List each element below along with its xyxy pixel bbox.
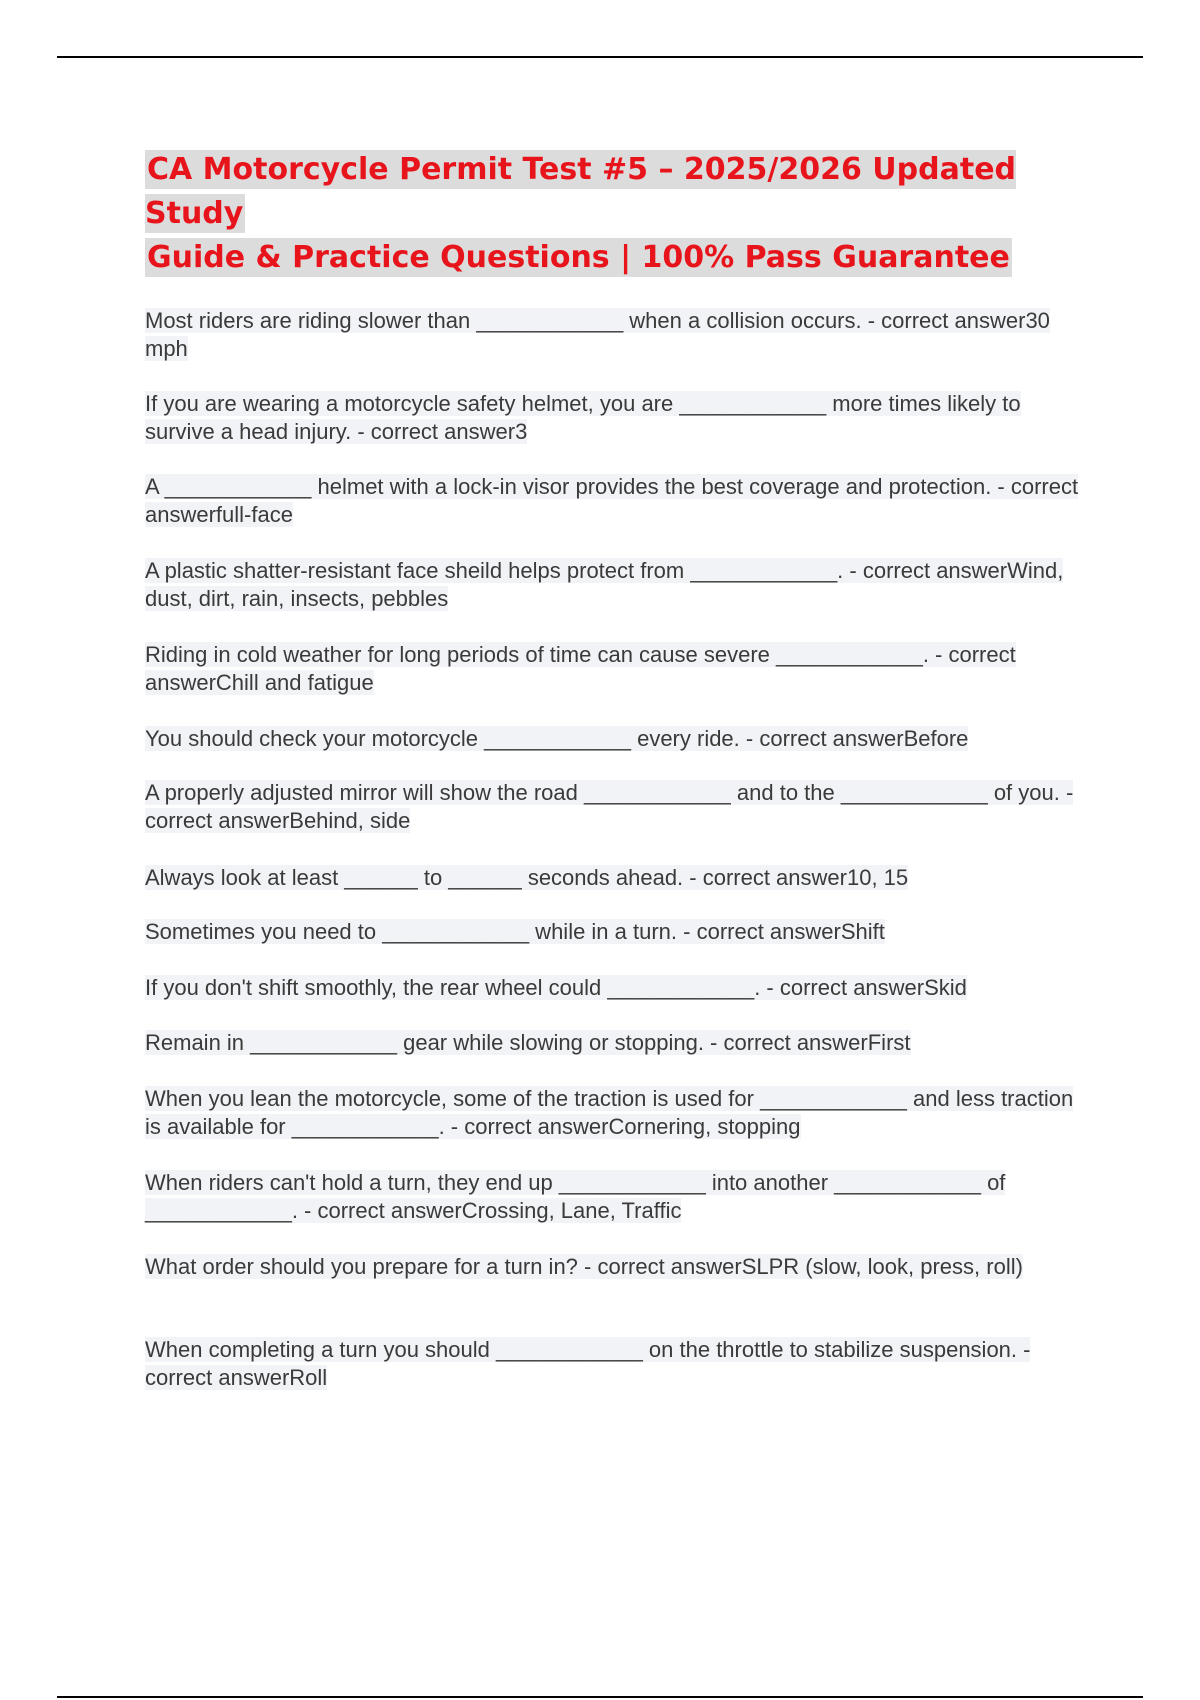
question-item [145, 641, 1085, 697]
question-text: Remain in ____________ gear while slowing or stopping. - correct answerFirst [145, 1030, 911, 1055]
question-item [145, 725, 1085, 753]
question-text: A plastic shatter-resistant face sheild helps protect from ____________. - correct answerWind, dust, dirt, rain, insects, pebbles [145, 558, 1064, 611]
question-text: Always look at least ______ to ______ seconds ahead. - correct answer10, 15 [145, 865, 909, 890]
top-rule [57, 56, 1143, 58]
bottom-rule [57, 1696, 1143, 1698]
question-item [145, 390, 1085, 446]
question-item [145, 1169, 1085, 1225]
title-line-1: CA Motorcycle Permit Test #5 – 2025/2026 Updated Study [145, 152, 1017, 231]
question-text: When riders can't hold a turn, they end up ____________ into another ____________ of ____________. - correct answerCrossing, Lane, Traffic [145, 1170, 1006, 1223]
question-text: A ____________ helmet with a lock-in visor provides the best coverage and protection. - correct answerfull-face [145, 474, 1079, 527]
question-item [145, 557, 1085, 613]
question-item [145, 307, 1085, 363]
question-item [145, 1085, 1085, 1141]
question-text: When completing a turn you should ____________ on the throttle to stabilize suspension. - correct answerRoll [145, 1337, 1031, 1390]
document-title [145, 148, 1085, 280]
question-text: A properly adjusted mirror will show the road ____________ and to the ____________ of you. - correct answerBehind, side [145, 780, 1074, 833]
question-item [145, 864, 1085, 892]
question-item [145, 1253, 1085, 1281]
question-item [145, 1336, 1085, 1392]
question-text: What order should you prepare for a turn in? - correct answerSLPR (slow, look, press, roll) [145, 1254, 1023, 1279]
question-text: Sometimes you need to ____________ while in a turn. - correct answerShift [145, 919, 885, 944]
question-text: You should check your motorcycle ____________ every ride. - correct answerBefore [145, 726, 969, 751]
question-item [145, 974, 1085, 1002]
question-text: When you lean the motorcycle, some of the traction is used for ____________ and less traction is available for ____________. - correct answerCornering, stopping [145, 1086, 1074, 1139]
question-item [145, 918, 1085, 946]
question-item [145, 1029, 1085, 1057]
title-line-2: Guide & Practice Questions | 100% Pass Guarantee [147, 240, 1010, 275]
question-item [145, 779, 1085, 835]
question-text: Most riders are riding slower than ____________ when a collision occurs. - correct answer30 mph [145, 308, 1050, 361]
question-text: If you are wearing a motorcycle safety helmet, you are ____________ more times likely to survive a head injury. - correct answer3 [145, 391, 1021, 444]
question-item [145, 473, 1085, 529]
question-text: If you don't shift smoothly, the rear wheel could ____________. - correct answerSkid [145, 975, 967, 1000]
question-text: Riding in cold weather for long periods of time can cause severe ____________. - correct answerChill and fatigue [145, 642, 1016, 695]
